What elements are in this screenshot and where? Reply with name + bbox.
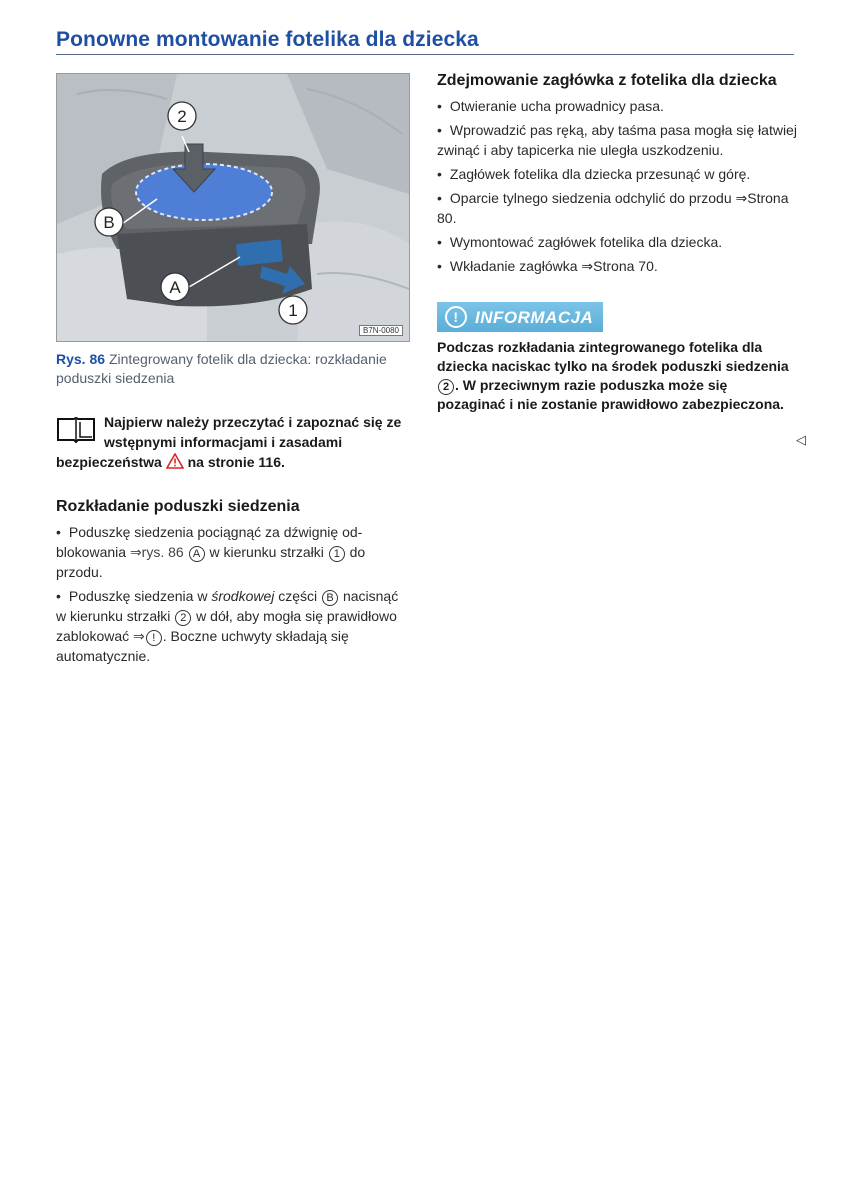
label-b: B — [103, 213, 115, 232]
bullet: • — [437, 98, 442, 114]
left-column — [56, 70, 408, 670]
label-two: 2 — [177, 107, 187, 126]
list-item — [437, 232, 797, 252]
section-end-icon: ◁ — [796, 432, 806, 447]
step-text: Otwieranie ucha prowadnicy pasa. — [449, 98, 664, 114]
step-text: nacisnąć w kierunku strzałki — [56, 588, 399, 624]
bullet: • — [437, 166, 442, 182]
figure-code: B7N-0080 — [359, 325, 403, 336]
figure-caption — [56, 350, 408, 388]
title-divider — [56, 54, 794, 55]
step-text: w kierunku strzałki — [209, 544, 324, 560]
figure-child-seat — [56, 73, 410, 342]
emphasis-text: środkowej — [211, 588, 275, 604]
marker-exclamation: ! — [146, 630, 162, 646]
step-text: Zagłówek fotelika dla dziecka przesunąć w górę. — [449, 166, 751, 182]
step-text: Poduszkę siedzenia w — [68, 588, 208, 604]
figure-number: Rys. 86 — [56, 351, 106, 367]
label-one: 1 — [288, 301, 298, 320]
info-banner — [437, 302, 603, 332]
section-heading-unfold: Rozkładanie poduszki siedzenia — [56, 498, 300, 515]
page-title: Ponowne montowanie fotelika dla dziecka — [56, 28, 479, 51]
figure-caption-text: Zintegrowany fotelik dla dziecka: rozkładanie poduszki siedzenia — [56, 351, 387, 386]
read-first-notice — [56, 412, 408, 472]
marker-one: 1 — [329, 546, 345, 562]
list-item — [437, 96, 797, 116]
list-item — [437, 256, 797, 276]
marker-two: 2 — [438, 379, 454, 395]
step-text: Wymontować zagłówek fotelika dla dziecka. — [449, 234, 723, 250]
list-item — [437, 164, 797, 184]
step-text: Wprowadzić pas ręką, aby taśma pasa mogła się łatwiej zwinąć i aby tapicerka nie uległa uszkodzeniu. — [437, 122, 797, 158]
bullet: • — [437, 258, 442, 274]
book-icon — [56, 414, 96, 444]
unfold-steps-list — [56, 522, 408, 666]
step-text: . Boczne uchwyty składają się automatycznie. — [56, 628, 349, 664]
read-first-text: Najpierw należy przeczytać i zapoznać się ze wstępnymi informacjami i zasadami bezpieczeństwa — [56, 414, 402, 470]
bullet: • — [56, 524, 61, 540]
bullet: • — [56, 588, 61, 604]
figure-reference-link[interactable]: ⇒rys. 86 — [129, 544, 184, 560]
read-first-page-ref: na stronie 116. — [187, 454, 285, 470]
right-column — [437, 70, 797, 414]
note-reference-link[interactable]: ⇒ — [133, 628, 145, 644]
info-text — [437, 338, 797, 414]
step-text: Wkładanie zagłówka ⇒Strona 70. — [449, 258, 658, 274]
bullet: • — [437, 190, 442, 206]
section-heading-headrest: Zdejmowanie zagłówka z fotelika dla dziecka — [437, 72, 777, 89]
headrest-steps-list — [437, 96, 797, 276]
step-text: części — [278, 588, 318, 604]
info-text-part: . W przeciwnym razie poduszka może się pozaginać i nie zostanie prawidłowo zabezpieczona. — [437, 377, 784, 412]
bullet: • — [437, 234, 442, 250]
step-text: Poduszkę siedzenia pociągnąć za dźwignię odblokowania — [56, 524, 363, 560]
list-item — [56, 586, 408, 666]
list-item — [437, 188, 797, 228]
warning-triangle-icon — [166, 453, 184, 469]
step-text: Oparcie tylnego siedzenia odchylić do przodu ⇒Strona 80. — [437, 190, 789, 226]
marker-a: A — [189, 546, 205, 562]
marker-two: 2 — [175, 610, 191, 626]
marker-b: B — [322, 590, 338, 606]
step-text: w dół, aby mogła się prawidłowo zablokować — [56, 608, 397, 644]
info-icon: ! — [445, 306, 467, 328]
list-item — [437, 120, 797, 160]
list-item — [56, 522, 408, 582]
child-seat-illustration — [57, 74, 409, 341]
info-text-part: Podczas rozkładania zintegrowanego fotelika dla dziecka naciskac tylko na środek poduszki siedzenia — [437, 339, 789, 374]
step-text: do przodu. — [56, 544, 366, 580]
label-a: A — [169, 278, 181, 297]
info-label: INFORMACJA — [475, 308, 594, 327]
bullet: • — [437, 122, 442, 138]
